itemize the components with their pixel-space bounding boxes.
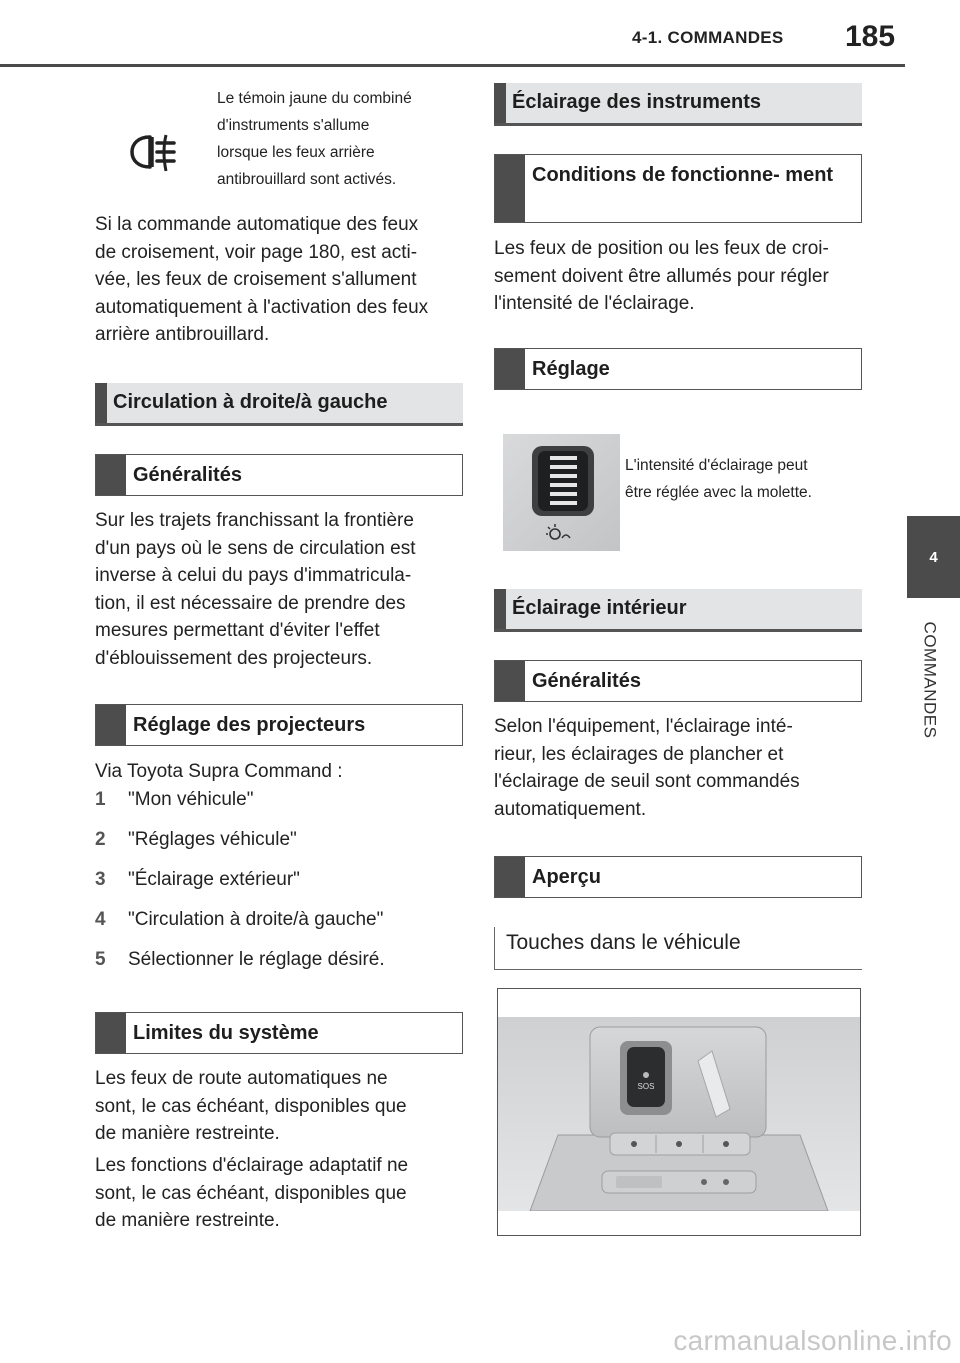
step-2: 2 "Réglages véhicule" <box>95 829 297 850</box>
via-command-text: Via Toyota Supra Command : <box>95 761 343 782</box>
subheading-limites: Limites du système <box>95 1012 463 1054</box>
auto-lowbeam-paragraph: Si la commande automatique des feux de croisement, voir page 180, est acti- vée, les feux de croisement s'allument automatiquement à l'activation des feux arrière antibrouillard. <box>95 214 429 345</box>
generalites-paragraph: Sur les trajets franchissant la frontière d'un pays où le sens de circulation est inverse à celui du pays d'immatricula- tion, il est nécessaire de prendre des mesures permettant d'éviter l'effet d'éblouissement des projecteurs. <box>95 510 416 669</box>
subheading-generalites-interieur: Généralités <box>494 660 862 702</box>
chapter-tab <box>907 516 960 598</box>
step-5: 5 Sélectionner le réglage désiré. <box>95 949 385 970</box>
fog-caption: Le témoin jaune du combiné d'instruments s'allume lorsque les feux arrière antibrouillard sont activés. <box>217 90 412 188</box>
subheading-conditions: Conditions de fonctionne- ment <box>494 154 862 223</box>
step-1: 1 "Mon véhicule" <box>95 789 254 810</box>
heading-eclairage-instruments: Éclairage des instruments <box>494 83 862 126</box>
overhead-console-image <box>498 1017 860 1211</box>
limites-paragraph-2: Les fonctions d'éclairage adaptatif ne sont, le cas échéant, disponibles que de manière restreinte. <box>95 1155 409 1231</box>
header-rule <box>0 64 905 67</box>
heading-circulation: Circulation à droite/à gauche <box>95 383 463 426</box>
subheading-reglage: Réglage <box>494 348 862 390</box>
dimmer-caption: L'intensité d'éclairage peut être réglée avec la molette. <box>625 457 812 501</box>
subheading-apercu: Aperçu <box>494 856 862 898</box>
interieur-paragraph: Selon l'équipement, l'éclairage inté- rieur, les éclairages de plancher et l'éclairage de seuil sont commandés automatiquement. <box>494 716 800 820</box>
sos-label: SOS <box>637 1082 655 1091</box>
conditions-paragraph: Les feux de position ou les feux de croi- sement doivent être allumés pour régler l'intensité de l'éclairage. <box>494 238 829 314</box>
section-title: 4-1. COMMANDES <box>632 28 784 47</box>
dimmer-wheel-image <box>503 434 620 551</box>
touches-title: Touches dans le véhicule <box>494 927 862 970</box>
heading-eclairage-interieur: Éclairage intérieur <box>494 589 862 632</box>
page-number: 185 <box>845 20 896 53</box>
chapter-tab-label: COMMANDES <box>920 621 939 739</box>
rear-fog-lamp-icon <box>128 131 180 175</box>
step-4: 4 "Circulation à droite/à gauche" <box>95 909 384 930</box>
limites-paragraph-1: Les feux de route automatiques ne sont, le cas échéant, disponibles que de manière restreinte. <box>95 1068 407 1144</box>
subheading-generalites: Généralités <box>95 454 463 496</box>
watermark: carmanualsonline.info <box>673 1325 952 1356</box>
step-3: 3 "Éclairage extérieur" <box>95 869 300 890</box>
chapter-number: 4 <box>929 548 938 566</box>
subheading-reglage-projecteurs: Réglage des projecteurs <box>95 704 463 746</box>
